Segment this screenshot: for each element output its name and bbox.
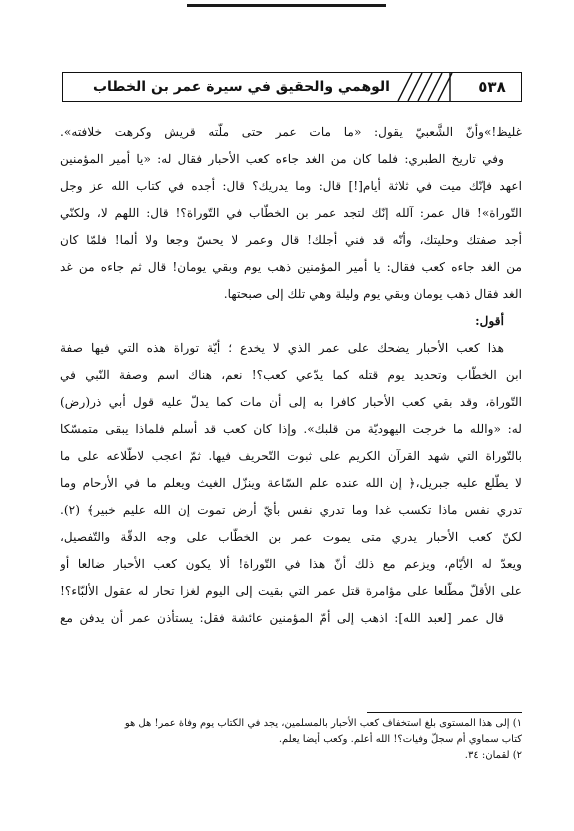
footnote-line: ٢) لقمان: ٣٤. (464, 750, 522, 761)
footnote-line: كتاب سماوي أم سجلّ وفيات؟! الله أعلم. وكعب أيضا يعلم. (278, 734, 522, 745)
section-heading: أقول: (475, 314, 504, 328)
text-line: قال عمر [لعبد الله]: اذهب إلى أمّ المؤمنين عائشة فقل: يستأذن عمر أن يدفن مع (60, 611, 504, 625)
text-line: ابن الخطّاب وتحديد يوم قتله كما يدّعي كعب؟! نعم، هناك اسم وصفة النّبي في (60, 368, 522, 382)
text-line: تدري نفس ماذا تكسب غدا وما تدري نفس بأيّ أرض تموت إن الله عليم خبير﴾ (٢). (60, 503, 522, 517)
text-line: لكنّ كعب الأحبار يدري متى يموت عمر بن الخطّاب على وجه الدقّة والتّفصيل، (60, 530, 522, 544)
text-line: على الأقلّ مطّلعا على مؤامرة قتل عمر التي بقيت إلى اليوم لغزا تحار له عقول الألبّاء؟! (60, 584, 522, 598)
text-line: الغد فقال ذهب يومان وبقي يوم وليلة وهي تلك إلى صبحتها. (223, 287, 522, 301)
page-number: ٥٣٨ (478, 78, 506, 96)
footnote-separator (367, 712, 522, 713)
footnotes-block (60, 716, 522, 764)
text-line: أجد صفتك وحليتك، وأنّه قد فني أجلك! قال وعمر لا يحسّ وجعا ولا ألما! فلمّا كان (60, 233, 522, 247)
running-title: الوهمي والحقيق في سيرة عمر بن الخطاب (92, 79, 390, 95)
text-line: له: «والله ما خرجت اليهوديّة من قلبك». وإذا كان كعب قد أسلم فلماذا يبقى متمسّكا (60, 422, 522, 436)
text-line: هذا كعب الأحبار يضحك على عمر الذي لا يخدع ؛ أيّة توراة هذه التي فيها صفة (60, 341, 504, 355)
header-diagonal-ornament (392, 73, 464, 101)
main-text-block (60, 119, 522, 632)
text-line: بالتّوراة التي شهد القرآن الكريم على ثبوت التّحريف فيها. ثمّ اعجب لاطّلاعه على ما (60, 449, 522, 463)
footnote-line: ١) إلى هذا المستوى بلغ استخفاف كعب الأحبار بالمسلمين، يجد في الكتاب يوم وفاة عمر! هل هو (124, 718, 522, 729)
text-line: ويعدّ له الأيّام، ويزعم مع ذلك أنّ هذا في التّوراة! ألا يكون كعب الأحبار ضالعا أو (60, 557, 522, 571)
text-line: من الغد جاءه كعب فقال: يا أمير المؤمنين ذهب يوم وبقي يومان! قال ثم جاءه من غد (60, 260, 522, 274)
text-line: وفي تاريخ الطبري: فلما كان من الغد جاءه كعب الأحبار فقال له: «يا أمير المؤمنين (60, 152, 504, 166)
text-line: التّوراة، وقد بقي كعب الأحبار كافرا به إلى أن مات كما يدلّ عليه قول أبي ذر(رض) (60, 395, 522, 409)
text-line: لا يطّلع عليه جبريل،﴿ إن الله عنده علم السّاعة وينزّل الغيث ويعلم ما في الأرحام وما (60, 476, 522, 490)
text-line: اعهد فإنّك ميت في ثلاثة أيام[!] قال: وما يدريك؟ قال: أجده في كتاب الله عز وجل (60, 179, 522, 193)
top-decorative-rule (187, 4, 386, 7)
text-line: التّوراة»! قال عمر: آلله إنّك لتجد عمر بن الخطّاب في التّوراة؟! قال: اللهم لا، ولكنّي (60, 206, 522, 220)
text-line: غليظ!»وأنّ الشَّعبيّ يقول: «ما مات عمر حتى ملّته قريش وكرهت خلافته». (60, 125, 522, 139)
